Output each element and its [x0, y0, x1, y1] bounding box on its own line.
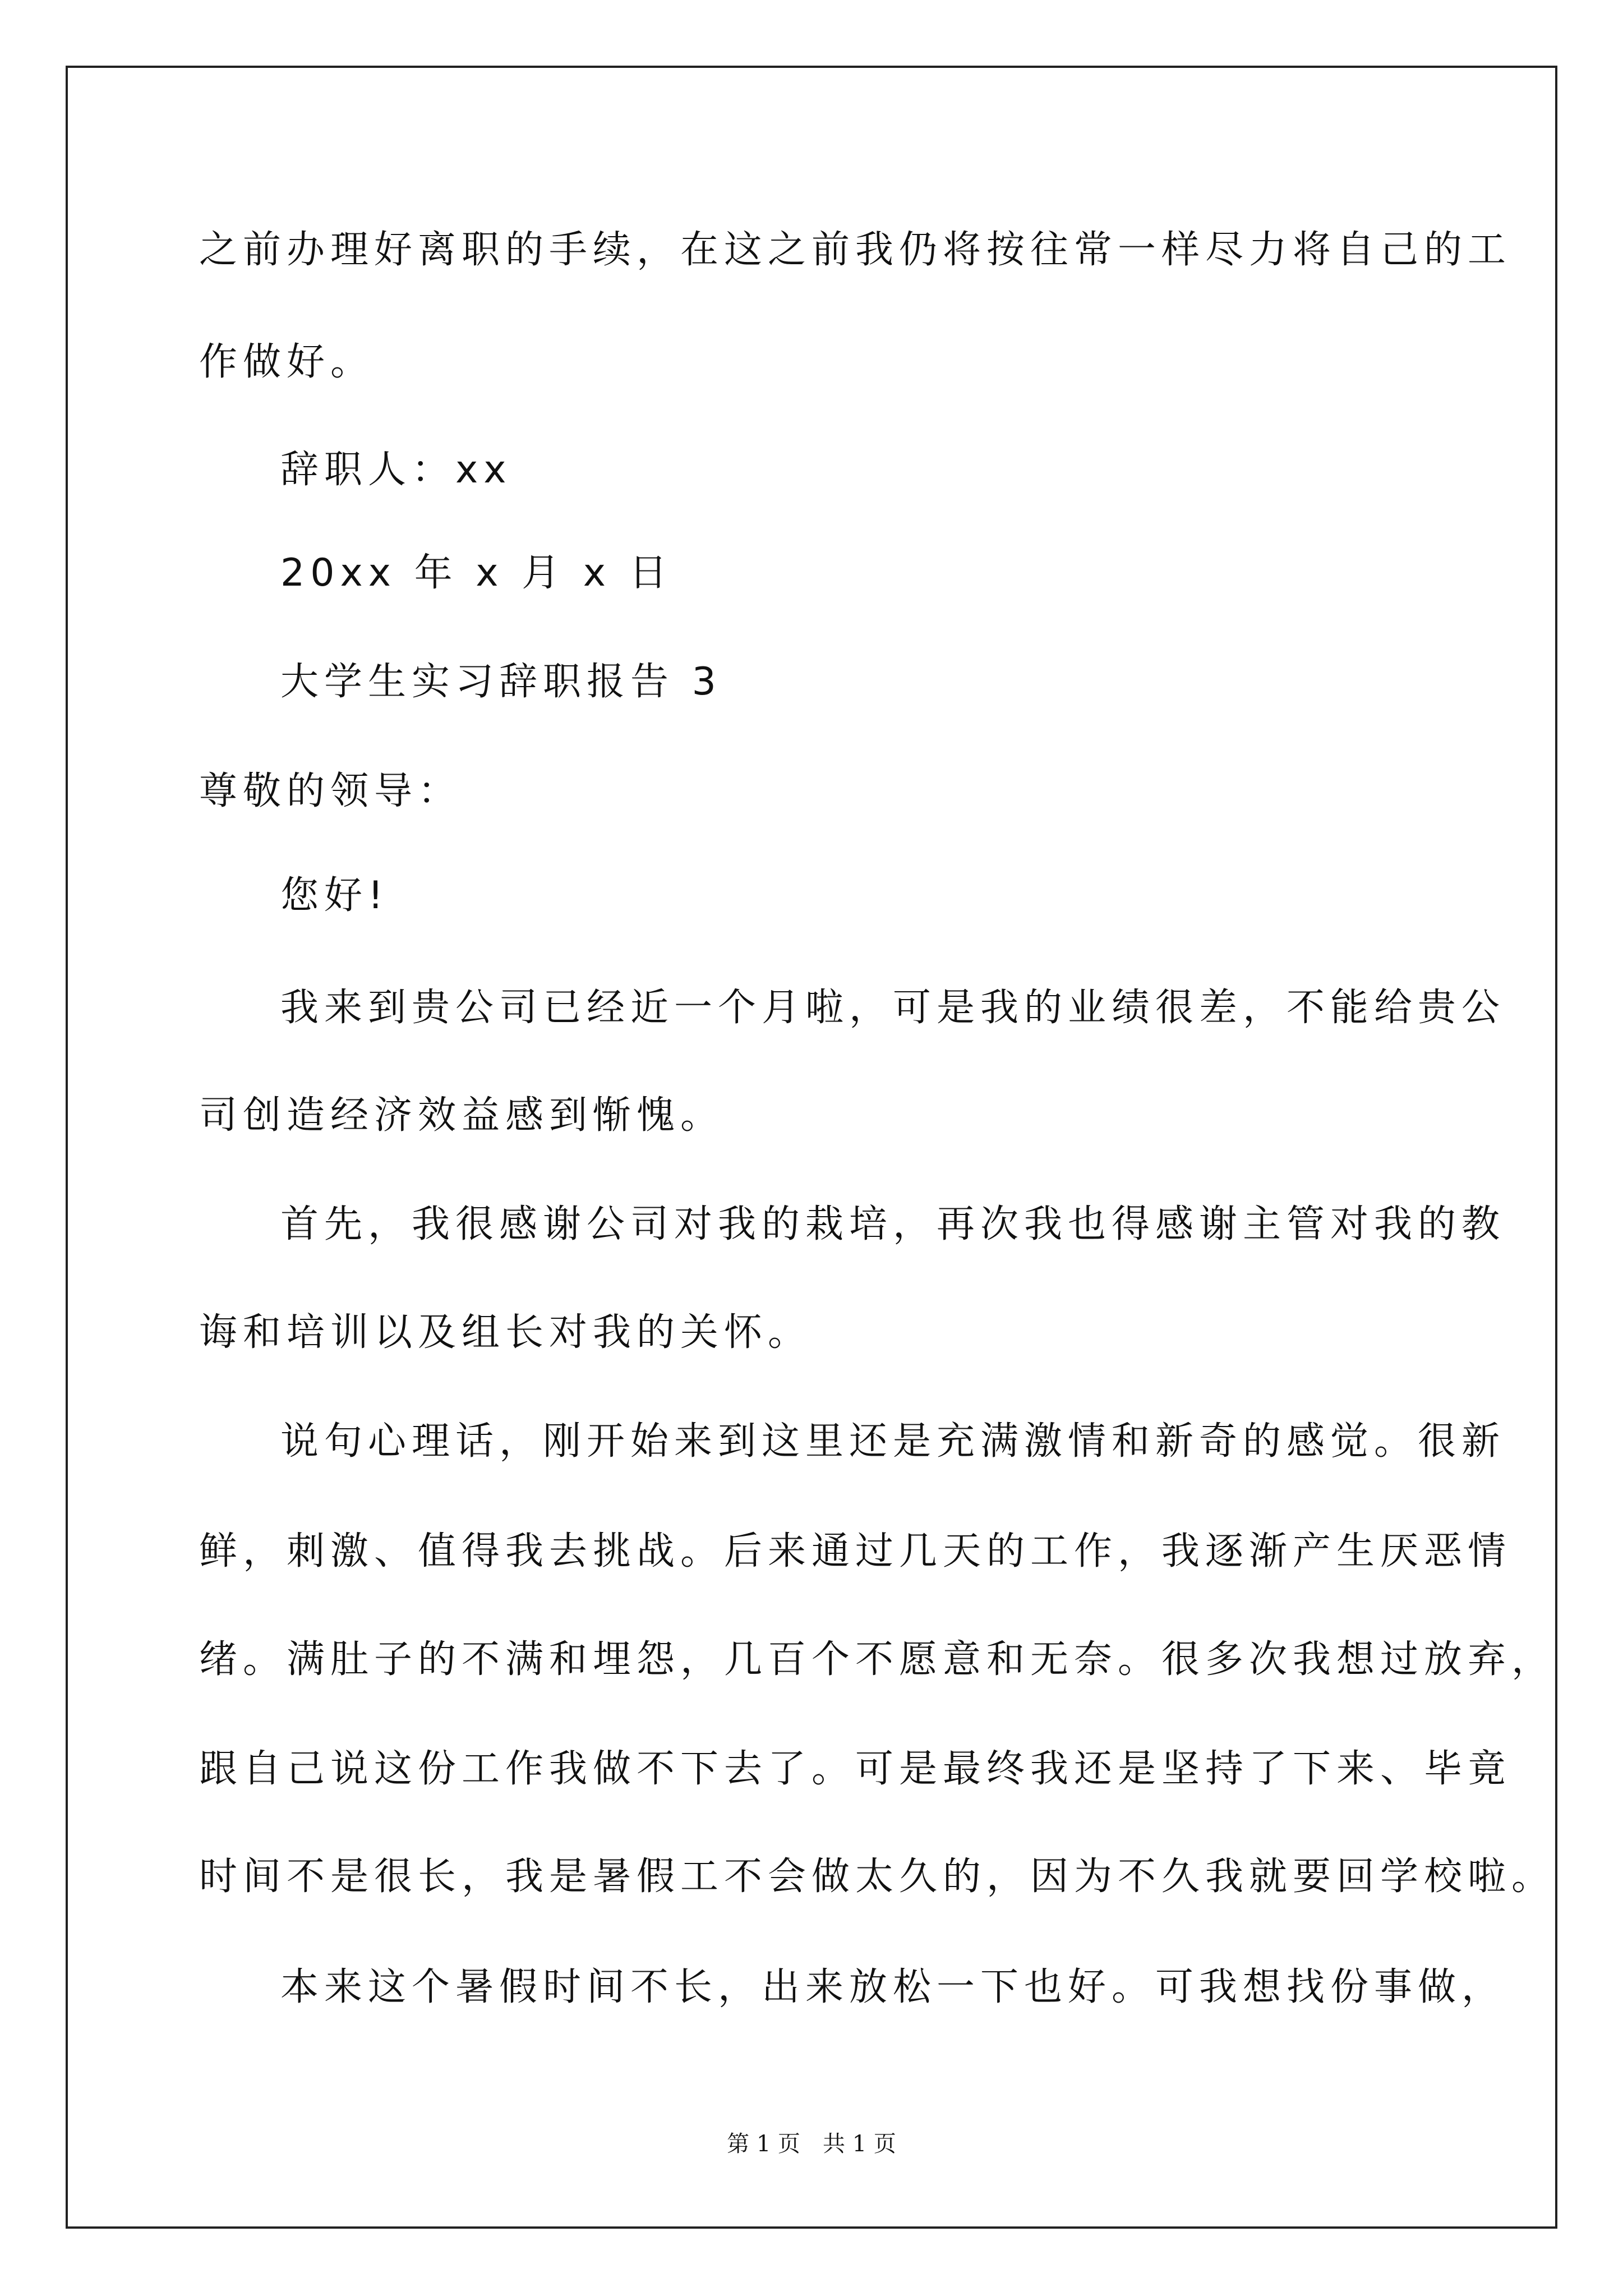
body-line-12: 说句心理话，刚开始来到这里还是充满激情和新奇的感觉。很新 — [280, 1419, 1506, 1464]
greeting: 您好! — [280, 873, 389, 918]
body-line-17: 本来这个暑假时间不长，出来放松一下也好。可我想找份事做， — [280, 1965, 1506, 2009]
salutation: 尊敬的领导： — [199, 769, 462, 813]
body-line-16: 时间不是很长，我是暑假工不会做太久的，因为不久我就要回学校啦。 — [199, 1855, 1556, 1899]
body-line-8: 我来到贵公司已经近一个月啦，可是我的业绩很差，不能给贵公 — [280, 986, 1506, 1030]
body-line-10: 首先，我很感谢公司对我的栽培，再次我也得感谢主管对我的教 — [280, 1202, 1506, 1246]
page-footer: 第 1 页 共 1 页 — [727, 2131, 896, 2157]
body-line-14: 绪。满肚子的不满和埋怨，几百个不愿意和无奈。很多次我想过放弃， — [199, 1637, 1556, 1682]
body-line-13: 鲜，刺激、值得我去挑战。后来通过几天的工作，我逐渐产生厌恶情 — [199, 1529, 1512, 1573]
body-line-15: 跟自己说这份工作我做不下去了。可是最终我还是坚持了下来、毕竟 — [199, 1747, 1512, 1791]
body-line-2: 作做好。 — [199, 340, 375, 384]
date-line: 20xx 年 x 月 x 日 — [280, 551, 673, 595]
page-border — [66, 66, 1557, 2229]
body-line-11: 诲和培训以及组长对我的关怀。 — [199, 1310, 812, 1355]
signer-line: 辞职人：xx — [280, 448, 512, 492]
body-line-1: 之前办理好离职的手续，在这之前我仍将按往常一样尽力将自己的工 — [199, 228, 1512, 272]
body-line-9: 司创造经济效益感到惭愧。 — [199, 1093, 725, 1138]
section-title: 大学生实习辞职报告 3 — [280, 660, 722, 704]
